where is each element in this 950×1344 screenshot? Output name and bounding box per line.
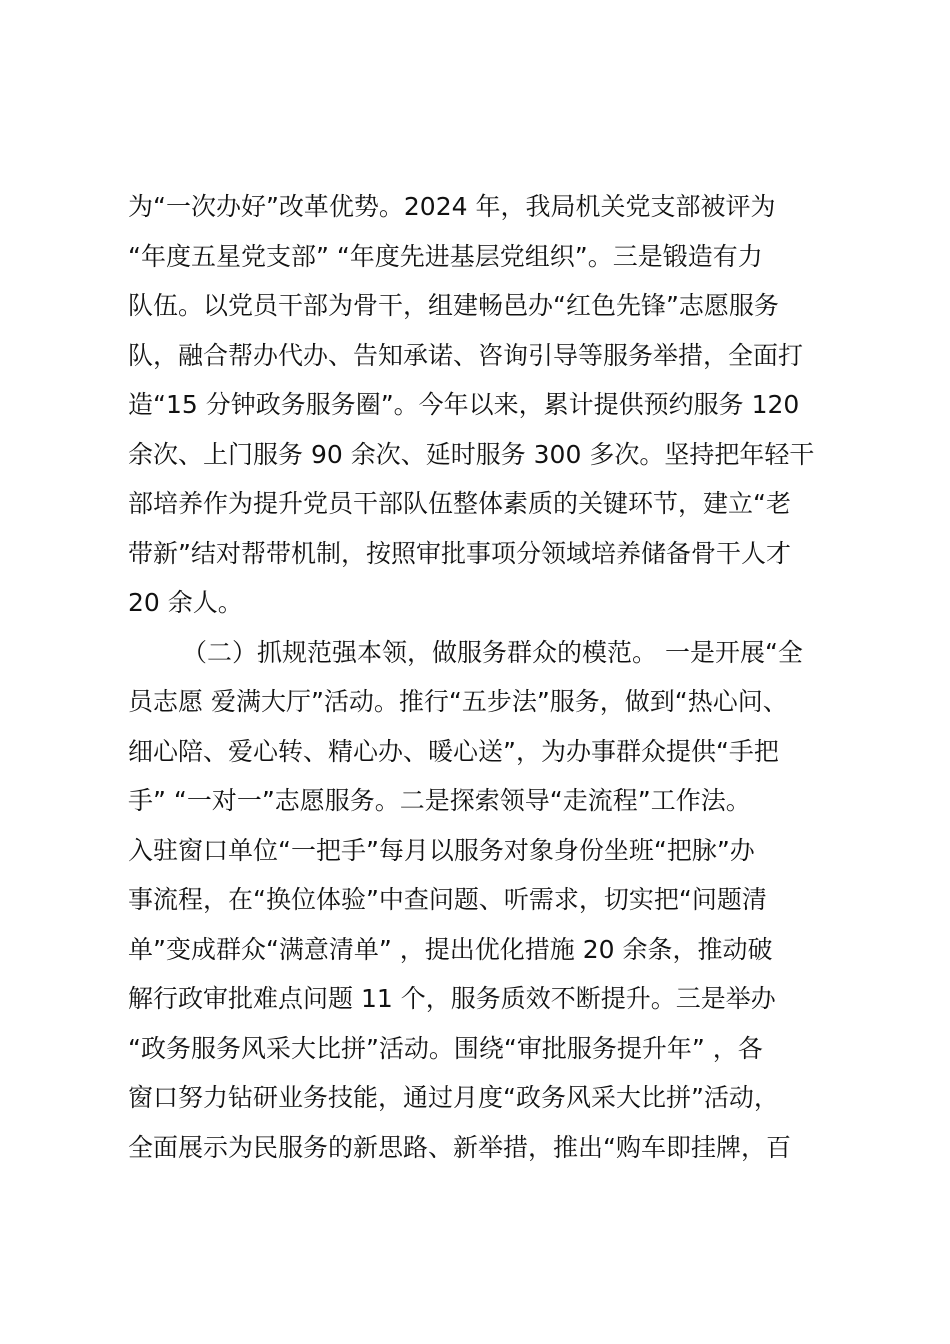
- text-line: 解行政审批难点问题 11 个，服务质效不断提升。三是举办: [128, 984, 776, 1013]
- text-line: 部培养作为提升党员干部队伍整体素质的关键环节，建立“老: [128, 489, 791, 518]
- text-line: “年度五星党支部” “年度先进基层党组织”。三是锻造有力: [128, 241, 763, 271]
- text-line: 为“一次办好”改革优势。2024 年，我局机关党支部被评为: [128, 192, 776, 221]
- text-line: 带新”结对帮带机制，按照审批事项分领域培养储备骨干人才: [128, 538, 791, 568]
- text-line: 余次、上门服务 90 余次、延时服务 300 多次。坚持把年轻干: [128, 439, 815, 469]
- text-line: 队，融合帮办代办、告知承诺、咨询引导等服务举措，全面打: [128, 340, 804, 370]
- text-line: 20 余人。: [128, 588, 243, 617]
- text-line: 单”变成群众“满意清单” ，提出优化措施 20 余条，推动破: [128, 934, 773, 964]
- text-line: 事流程，在“换位体验”中查问题、听需求，切实把“问题清: [128, 885, 767, 914]
- text-line: 窗口努力钻研业务技能，通过月度“政务风采大比拼”活动，: [128, 1083, 779, 1112]
- text-line: “政务服务风采大比拼”活动。围绕“审批服务提升年” ，各: [128, 1033, 763, 1063]
- text-line: 员志愿 爱满大厅”活动。推行“五步法”服务，做到“热心问、: [128, 687, 788, 716]
- text-line: 细心陪、爱心转、精心办、暖心送”，为办事群众提供“手把: [128, 736, 779, 766]
- text-line: 手” “一对一”志愿服务。二是探索领导“走流程”工作法。: [128, 786, 751, 815]
- paragraph-start-line: （二）抓规范强本领，做服务群众的模范。 一是开展“全: [182, 637, 803, 667]
- text-line: 入驻窗口单位“一把手”每月以服务对象身份坐班“把脉”办: [128, 835, 755, 865]
- text-line: 全面展示为民服务的新思路、新举措，推出“购车即挂牌，百: [128, 1132, 791, 1162]
- body-text: [128, 182, 848, 1172]
- text-line: 造“15 分钟政务服务圈”。今年以来，累计提供预约服务 120: [128, 390, 800, 419]
- text-line: 队伍。以党员干部为骨干，组建畅邑办“红色先锋”志愿服务: [128, 291, 779, 320]
